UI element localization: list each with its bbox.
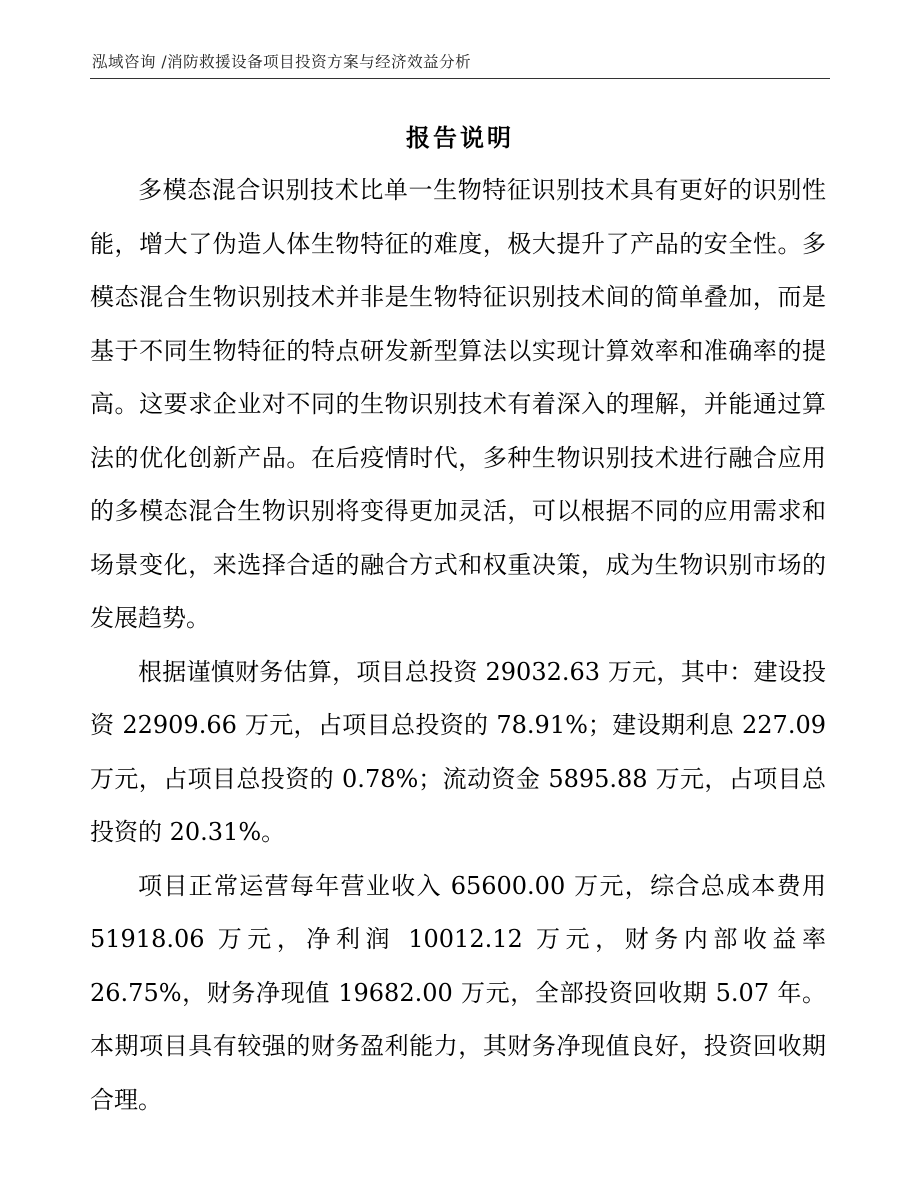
paragraph-returns: 项目正常运营每年营业收入 65600.00 万元，综合总成本费用 51918.06 万元，净利润 10012.12 万元，财务内部收益率 26.75%，财务净现值 19682.00 万元，全部投资回收期 5.07 年。本期项目具有较强的财务盈利能力，其财务净现值良好，投资回收期合理。 [90,871,826,1114]
running-header: 泓域咨询 /消防救援设备项目投资方案与经济效益分析 [92,53,472,71]
header-divider [90,78,830,79]
paragraph-investment: 根据谨慎财务估算，项目总投资 29032.63 万元，其中：建设投资 22909.66 万元，占项目总投资的 78.91%；建设期利息 227.09 万元，占项目总投资的 0.78%；流动资金 5895.88 万元，占项目总投资的 20.31%。 [90,657,826,846]
paragraph-intro: 多模态混合识别技术比单一生物特征识别技术具有更好的识别性能，增大了伪造人体生物特征的难度，极大提升了产品的安全性。多模态混合生物识别技术并非是生物特征识别技术间的简单叠加，而是基于不同生物特征的特点研发新型算法以实现计算效率和准确率的提高。这要求企业对不同的生物识别技术有着深入的理解，并能通过算法的优化创新产品。在后疫情时代，多种生物识别技术进行融合应用的多模态混合生物识别将变得更加灵活，可以根据不同的应用需求和场景变化，来选择合适的融合方式和权重决策，成为生物识别市场的发展趋势。 [90,176,826,632]
body-text [90,164,826,1127]
section-title: 报告说明 [406,123,514,152]
